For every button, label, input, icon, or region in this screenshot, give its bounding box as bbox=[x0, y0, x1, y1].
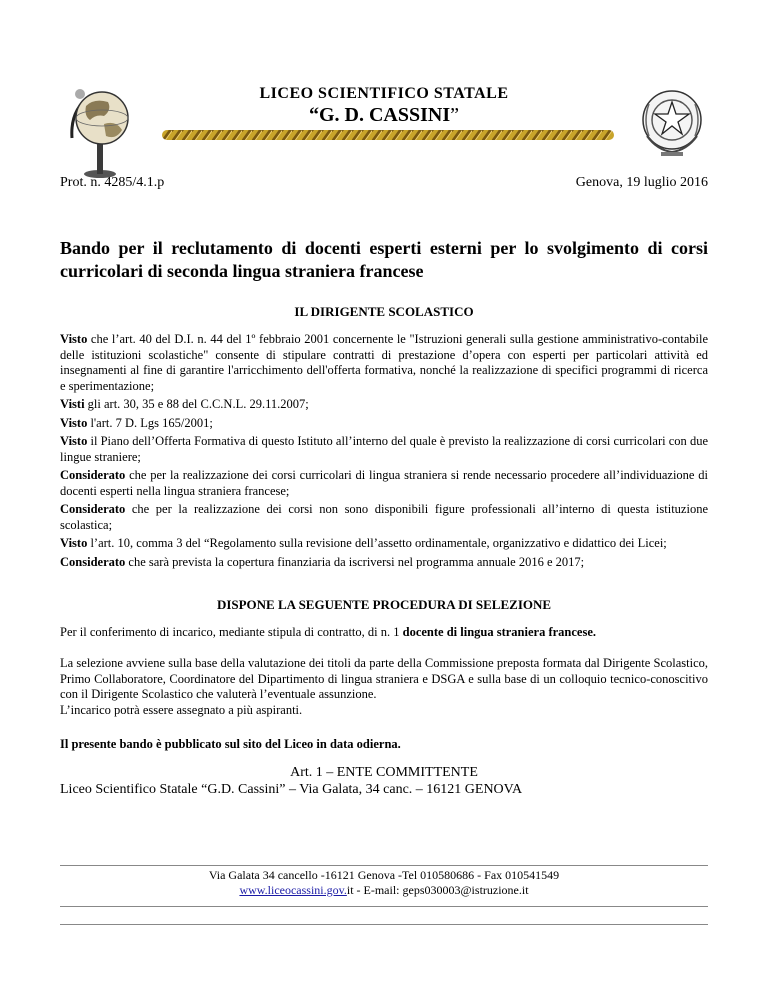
republic-emblem-icon bbox=[637, 84, 707, 160]
protocol-number: Prot. n. 4285/4.1.p bbox=[60, 175, 165, 190]
publication-note: Il presente bando è pubblicato sul sito del Liceo in data odierna. bbox=[60, 737, 401, 751]
premise-item: Visto il Piano dell’Offerta Formativa di questo Istituto all’interno del quale è previsto la realizzazione di corsi curricolari con due lingue straniere; bbox=[60, 434, 708, 464]
incarico-note: L’incarico potrà essere assegnato a più aspiranti. bbox=[60, 702, 303, 717]
selezione-text: La selezione avviene sulla base della valutazione dei titoli da parte della Commissione preposta formata dal Dirigente Scolastico, Primo Collaboratore, Coordinatore del Dipartimento di lingua straniera e DSGA e sulla base di un colloquio tecnico-conoscitivo con il Dirigente Scolastico che valuterà l’eventuale assunzione. bbox=[60, 656, 708, 701]
incarico-role: docente di lingua straniera francese. bbox=[402, 625, 597, 639]
footer-rule-bottom bbox=[60, 924, 708, 925]
premise-item: Visti gli art. 30, 35 e 88 del C.C.N.L. 29.11.2007; bbox=[60, 397, 309, 411]
heading-dirigente: IL DIRIGENTE SCOLASTICO bbox=[294, 304, 474, 319]
footer-rule-middle bbox=[60, 906, 708, 907]
article-1 bbox=[60, 764, 708, 798]
incarico-paragraph bbox=[60, 625, 708, 641]
footer-rule-top bbox=[60, 865, 708, 866]
selezione-paragraph bbox=[60, 656, 708, 718]
footer-contacts bbox=[0, 883, 768, 897]
premise-item: Visto che l’art. 40 del D.I. n. 44 del 1º febbraio 2001 concernente le "Istruzioni generali sulla gestione amministrativo-contabile delle istituzioni scolastiche" consente di stipulare contratti di prestazione d’opera con esperti per particolari attività ed insegnamenti al fine di garantire l'arricchimento dell'offerta formativa, nonché la realizzazione di specifici programmi di ricerca e sperimentazione; bbox=[60, 332, 708, 393]
premise-item: Considerato che sarà prevista la copertura finanziaria da iscriversi nel programma annuale 2016 e 2017; bbox=[60, 554, 585, 569]
footer-address: Via Galata 34 cancello -16121 Genova -Tel 010580686 - Fax 010541549 bbox=[208, 868, 560, 882]
premise-item: Visto l’art. 10, comma 3 del “Regolamento sulla revisione dell’assetto ordinamentale, organizzativo e didattico dei Licei; bbox=[60, 536, 667, 550]
incarico-text: Per il conferimento di incarico, mediante stipula di contratto, di n. 1 bbox=[60, 625, 403, 639]
document-title: Bando per il reclutamento di docenti esperti esterni per lo svolgimento di corsi curricolari di seconda lingua straniera francese bbox=[60, 238, 708, 281]
premise-item: Considerato che per la realizzazione dei corsi non sono disponibili figure professionali all’interno di questa istituzione scolastica; bbox=[60, 502, 708, 532]
place-date: Genova, 19 luglio 2016 bbox=[575, 175, 708, 190]
footer-email: it - E-mail: geps030003@istruzione.it bbox=[346, 883, 529, 897]
rope-divider bbox=[162, 128, 614, 142]
article-1-text: Liceo Scientifico Statale “G.D. Cassini” – Via Galata, 34 canc. – 16121 GENOVA bbox=[60, 782, 523, 797]
premises-list bbox=[60, 332, 708, 573]
article-1-heading: Art. 1 – ENTE COMMITTENTE bbox=[290, 765, 478, 780]
school-type: LICEO SCIENTIFICO STATALE bbox=[259, 85, 509, 102]
heading-dispone: DISPONE LA SEGUENTE PROCEDURA DI SELEZIONE bbox=[216, 597, 552, 612]
website-link[interactable]: www.liceocassini.gov. bbox=[239, 883, 347, 897]
premise-item: Considerato che per la realizzazione dei corsi curricolari di lingua straniera si rende necessario procedere all’individuazione di docenti esperti nella lingua straniera francese; bbox=[60, 468, 708, 498]
premise-item: Visto l'art. 7 D. Lgs 165/2001; bbox=[60, 415, 213, 430]
school-name-quote: ” bbox=[450, 104, 460, 126]
school-name-main: “G. D. CASSINI bbox=[308, 104, 451, 126]
